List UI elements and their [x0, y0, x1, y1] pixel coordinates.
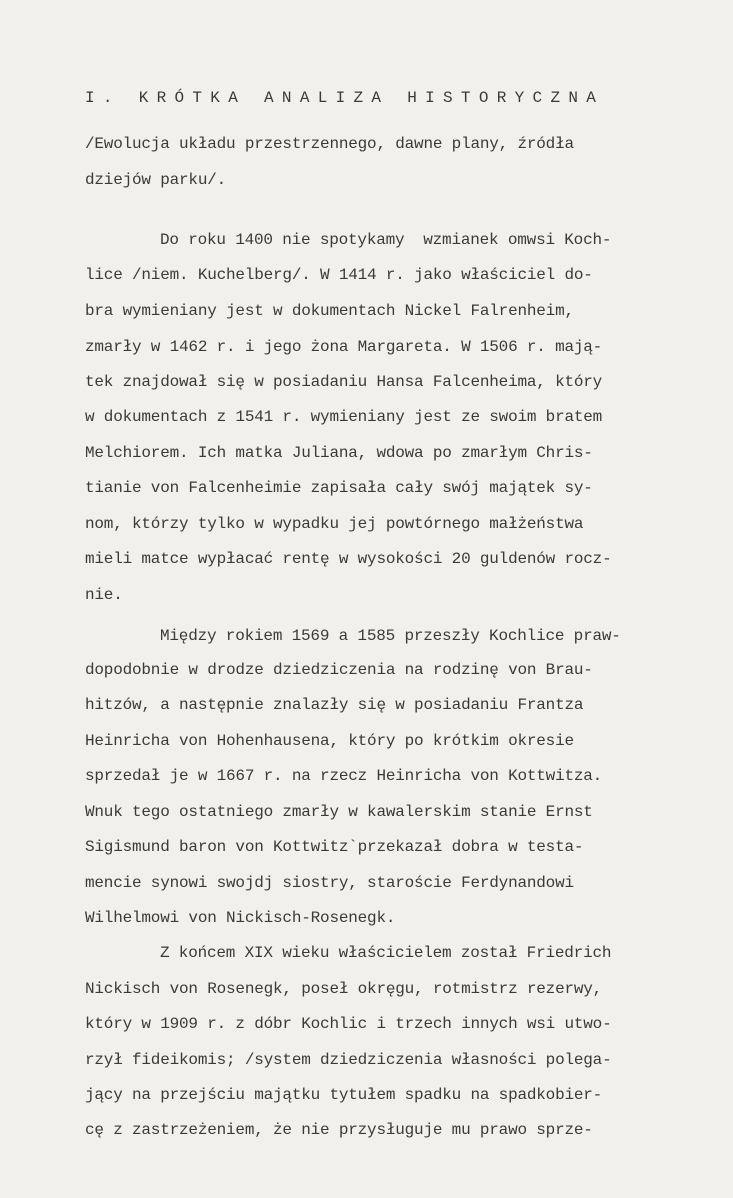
text-line: sprzedał je w 1667 r. na rzecz Heinricha von Kottwitza.: [85, 767, 603, 785]
text-line: zmarły w 1462 r. i jego żona Margareta. W 1506 r. mają-: [85, 338, 603, 356]
text-line: bra wymieniany jest w dokumentach Nickel Falrenheim,: [85, 302, 574, 320]
text-line: nie.: [85, 586, 123, 604]
text-line: Sigismund baron von Kottwitz`przekazał dobra w testa-: [85, 838, 584, 856]
text-line: jący na przejściu majątku tytułem spadku na spadkobier-: [85, 1086, 603, 1104]
section-heading: I. KRÓTKA ANALIZA HISTORYCZNA: [85, 89, 605, 107]
text-line: hitzów, a następnie znalazły się w posiadaniu Frantza: [85, 696, 584, 714]
text-line: rzył fideikomis; /system dziedziczenia własności polega-: [85, 1051, 612, 1069]
text-line: Heinricha von Hohenhausena, który po krótkim okresie: [85, 732, 574, 750]
text-line: Z końcem XIX wieku właścicielem został Friedrich: [160, 944, 612, 962]
text-line: mencie synowi swojdj siostry, staroście Ferdynandowi: [85, 874, 574, 892]
text-line: Między rokiem 1569 a 1585 przeszły Kochlice praw-: [160, 627, 621, 645]
text-line: Nickisch von Rosenegk, poseł okręgu, rotmistrz rezerwy,: [85, 980, 603, 998]
text-line: Do roku 1400 nie spotykamy wzmianek omwsi Koch-: [160, 231, 612, 249]
text-line: lice /niem. Kuchelberg/. W 1414 r. jako właściciel do-: [85, 266, 593, 284]
text-line: /Ewolucja układu przestrzennego, dawne plany, źródła: [85, 135, 574, 153]
text-line: cę z zastrzeżeniem, że nie przysługuje mu prawo sprze-: [85, 1121, 593, 1139]
text-line: w dokumentach z 1541 r. wymieniany jest ze swoim bratem: [85, 408, 603, 426]
text-line: Wnuk tego ostatniego zmarły w kawalerskim stanie Ernst: [85, 803, 593, 821]
text-line: nom, którzy tylko w wypadku jej powtórnego małżeństwa: [85, 515, 584, 533]
text-line: Melchiorem. Ich matka Juliana, wdowa po zmarłym Chris-: [85, 444, 593, 462]
text-line: Wilhelmowi von Nickisch-Rosenegk.: [85, 909, 396, 927]
text-line: tianie von Falcenheimie zapisała cały swój majątek sy-: [85, 479, 593, 497]
text-line: dziejów parku/.: [85, 171, 227, 189]
text-line: tek znajdował się w posiadaniu Hansa Falcenheima, który: [85, 373, 603, 391]
text-line: dopodobnie w drodze dziedziczenia na rodzinę von Brau-: [85, 661, 593, 679]
text-line: mieli matce wypłacać rentę w wysokości 20 guldenów rocz-: [85, 550, 612, 568]
text-line: który w 1909 r. z dóbr Kochlic i trzech innych wsi utwo-: [85, 1015, 612, 1033]
